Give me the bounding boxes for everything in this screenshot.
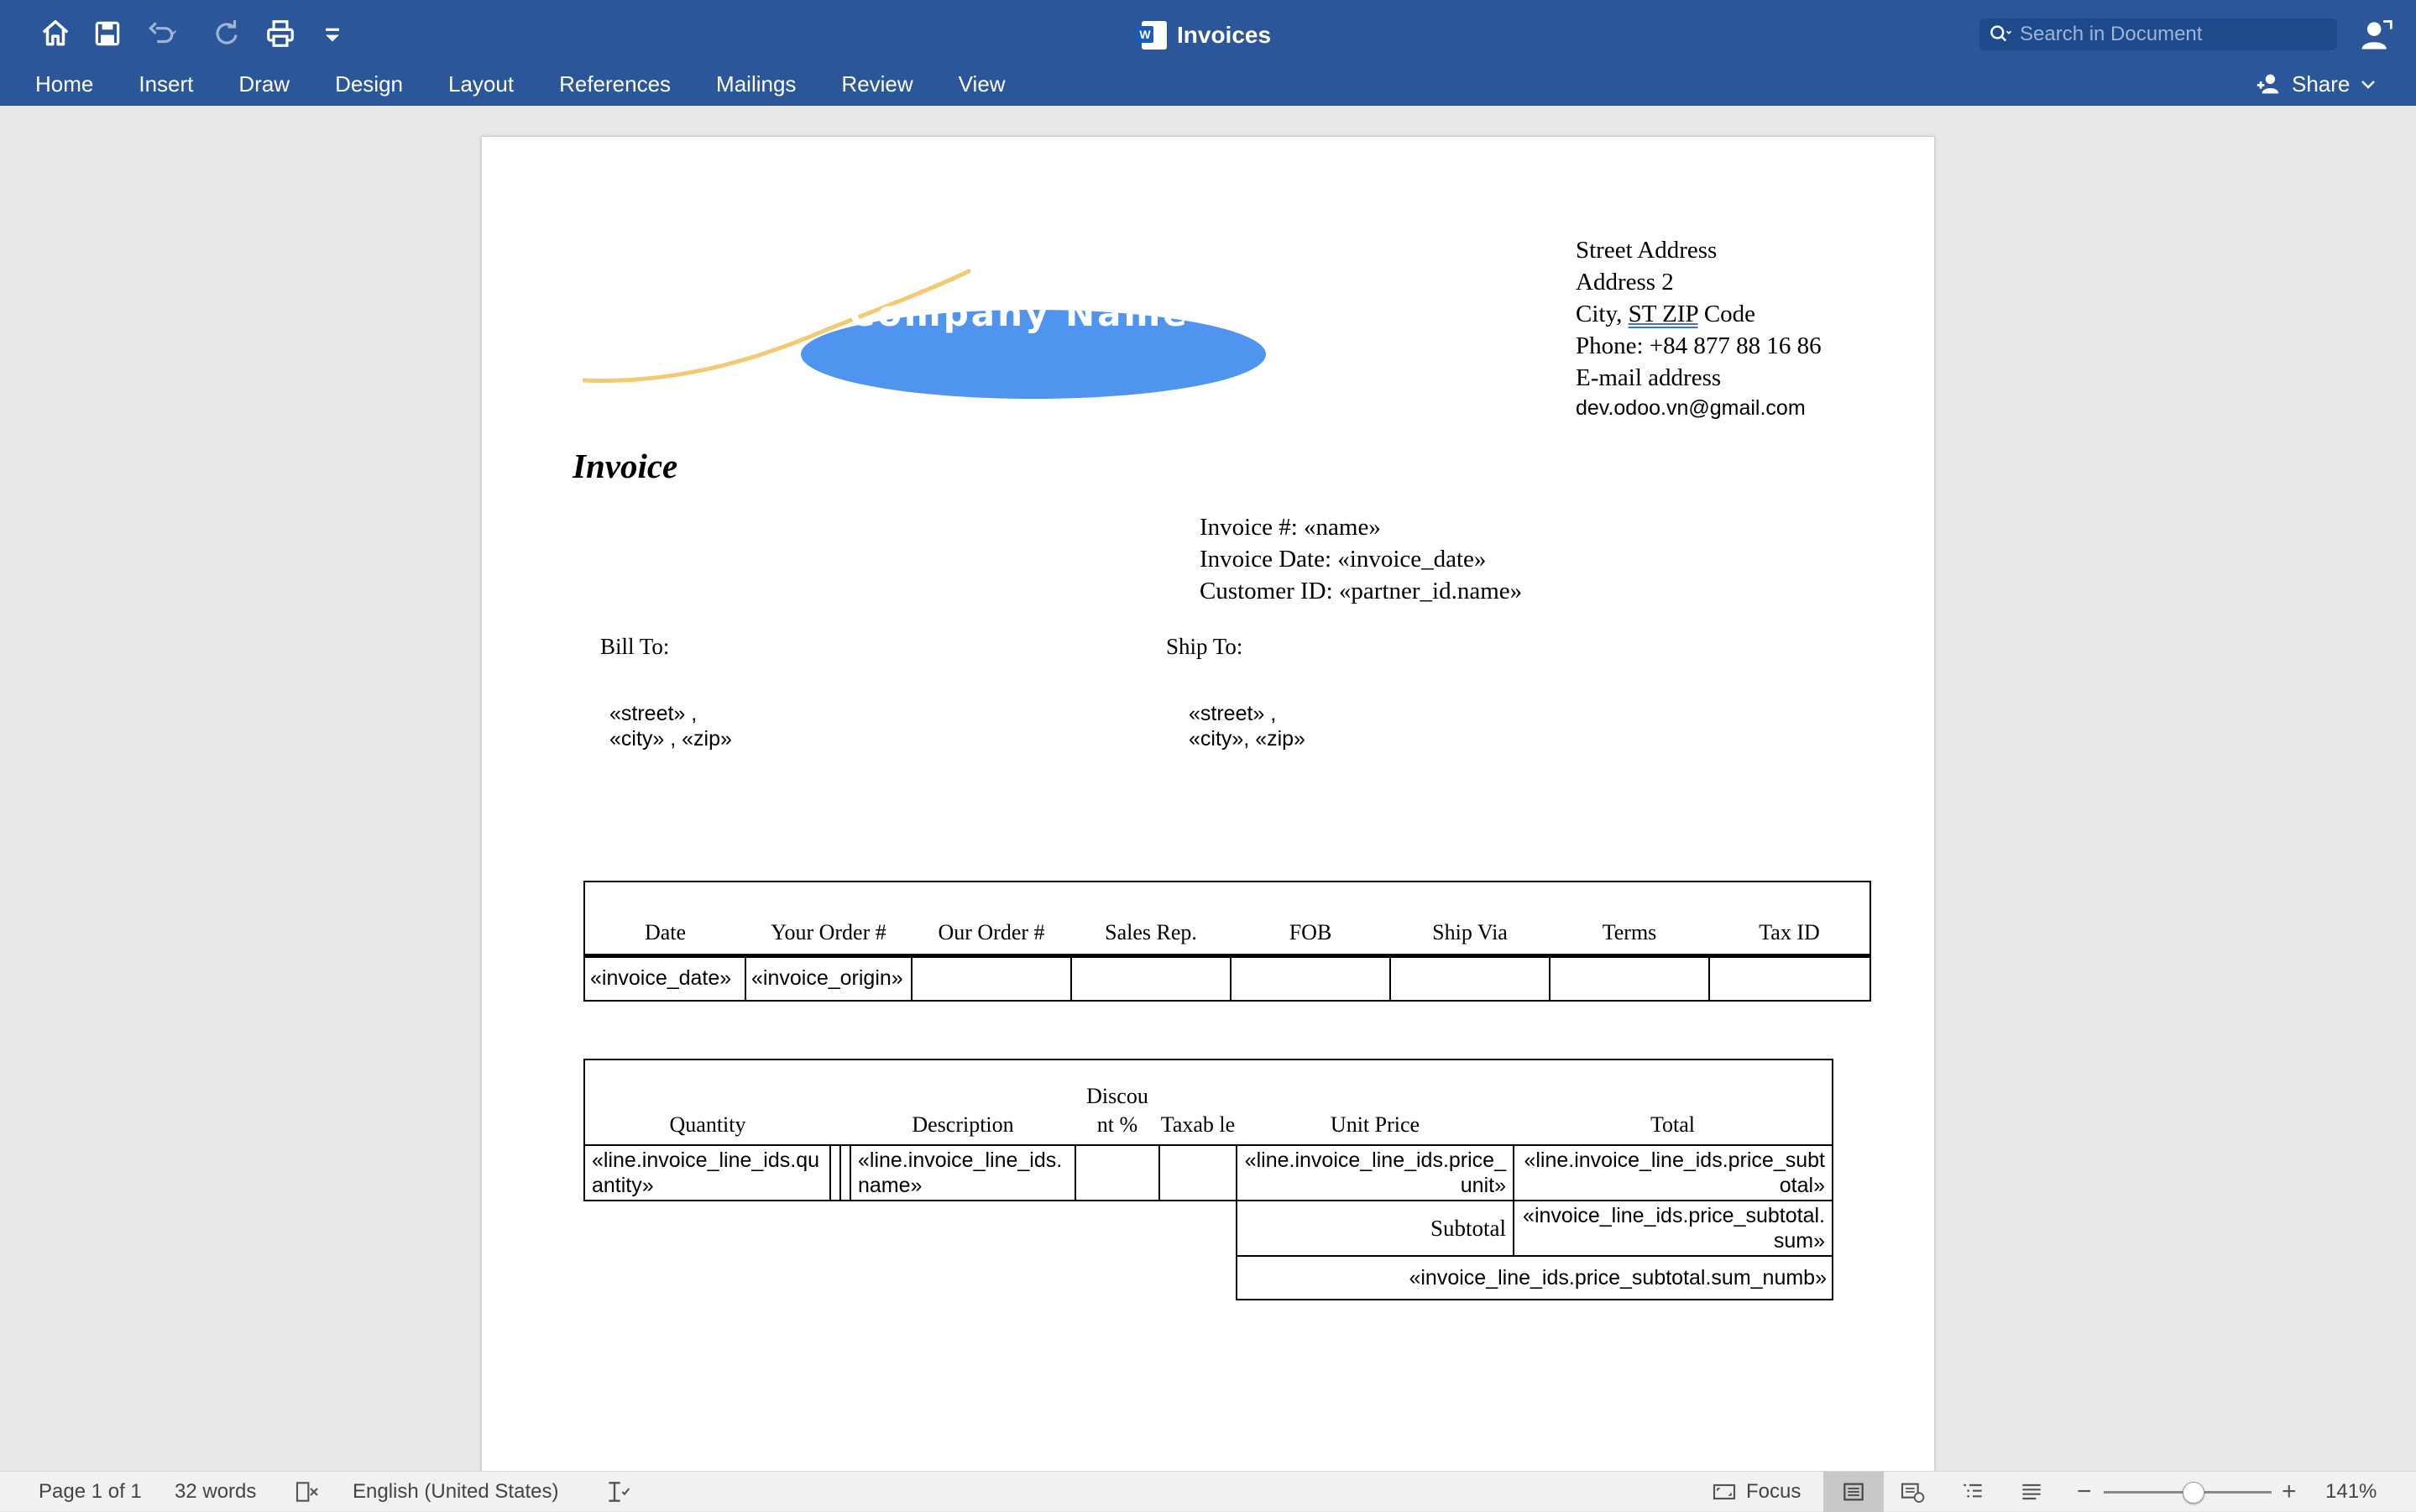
table-header-cell: Description [850, 1059, 1075, 1145]
tab-insert[interactable]: Insert [139, 71, 194, 97]
table-cell[interactable] [1071, 955, 1231, 1001]
document-title-text: Invoices [1177, 22, 1272, 48]
zoom-out-button[interactable]: − [2077, 1478, 2092, 1505]
focus-icon[interactable] [1711, 1478, 1738, 1505]
word-count[interactable]: 32 words [175, 1480, 257, 1503]
table-cell[interactable]: «line.invoice_line_ids.quantity» [584, 1145, 830, 1201]
bill-to-line-2: «city» , «zip» [609, 727, 732, 751]
tab-references[interactable]: References [559, 71, 672, 97]
accessibility-icon[interactable] [604, 1478, 631, 1505]
status-bar [0, 1471, 2416, 1511]
table-header-cell: Taxab le [1159, 1059, 1237, 1145]
ship-to-label: Ship To: [1166, 634, 1243, 659]
search-input[interactable] [2020, 23, 2322, 46]
ship-to-address [1189, 701, 1305, 751]
page-count[interactable]: Page 1 of 1 [39, 1480, 142, 1503]
table-header-spacer [830, 1059, 840, 1145]
document-page[interactable] [481, 136, 1935, 1479]
subtotal-value[interactable]: «invoice_line_ids.price_subtotal.sum» [1514, 1201, 1833, 1256]
table-header-cell: Ship Via [1390, 882, 1550, 955]
table-cell[interactable] [912, 955, 1071, 1001]
st-zip: ST ZIP [1628, 301, 1698, 327]
focus-label[interactable]: Focus [1746, 1480, 1802, 1503]
table-header-cell: FOB [1231, 882, 1390, 955]
share-label: Share [2292, 71, 2351, 97]
word-document-icon [1142, 21, 1167, 50]
table-cell[interactable] [840, 1145, 850, 1201]
table-header-spacer [840, 1059, 850, 1145]
ship-to-line-1: «street» , [1189, 702, 1277, 725]
address-line-2: Address 2 [1576, 269, 1674, 296]
blank-cell [584, 1201, 1237, 1256]
table-cell[interactable] [1231, 955, 1390, 1001]
tab-layout[interactable]: Layout [448, 71, 515, 97]
tab-mailings[interactable]: Mailings [716, 71, 797, 97]
invoice-meta [1200, 511, 1522, 607]
table-cell[interactable] [830, 1145, 840, 1201]
tab-home[interactable]: Home [35, 71, 94, 97]
chevron-down-icon[interactable] [2358, 74, 2378, 94]
zoom-slider-thumb[interactable] [2183, 1482, 2204, 1504]
title-bar [0, 0, 2416, 106]
city-suffix: Code [1697, 301, 1756, 327]
invoice-heading: Invoice [573, 447, 678, 485]
sum-number-row [584, 1256, 1833, 1300]
home-icon[interactable] [37, 15, 74, 52]
invoice-date: Invoice Date: «invoice_date» [1200, 546, 1487, 573]
language[interactable]: English (United States) [353, 1480, 559, 1503]
ribbon-tabs [0, 65, 1028, 102]
search-box[interactable] [1979, 18, 2337, 50]
table-cell[interactable]: «line.invoice_line_ids.name» [850, 1145, 1075, 1201]
redo-icon[interactable] [208, 15, 245, 52]
city-prefix: City, [1576, 301, 1629, 327]
subtotal-row [584, 1201, 1833, 1256]
table-cell[interactable] [1159, 1145, 1237, 1201]
table-header-cell: Our Order # [912, 882, 1071, 955]
search-icon [1988, 22, 2013, 47]
share-button[interactable] [2255, 65, 2378, 102]
customize-quick-access-icon[interactable] [314, 15, 351, 52]
phone: Phone: +84 877 88 16 86 [1576, 332, 1822, 359]
bill-to-line-1: «street» , [609, 702, 698, 725]
account-icon[interactable] [2357, 17, 2394, 54]
table-header-cell: Tax ID [1709, 882, 1870, 955]
line-items-header [584, 1059, 1833, 1145]
order-info-table [583, 881, 1871, 1002]
blank-cell [584, 1256, 1237, 1300]
customer-id: Customer ID: «partner_id.name» [1200, 578, 1523, 604]
subtotal-label[interactable]: Subtotal [1237, 1201, 1514, 1256]
bill-to-label: Bill To: [600, 634, 670, 659]
street-address: Street Address [1576, 237, 1718, 264]
line-items-table [583, 1059, 1833, 1300]
tab-view[interactable]: View [958, 71, 1006, 97]
table-cell[interactable] [1709, 955, 1870, 1001]
zoom-in-button[interactable]: + [2282, 1478, 2297, 1505]
table-header-cell: Quantity [584, 1059, 830, 1145]
table-cell[interactable]: «line.invoice_line_ids.price_unit» [1237, 1145, 1514, 1201]
bill-to-address [609, 701, 732, 751]
document-title [1142, 17, 1271, 54]
table-row [584, 955, 1870, 1001]
add-person-icon [2255, 70, 2283, 98]
proofing-icon[interactable] [294, 1478, 321, 1505]
tab-design[interactable]: Design [335, 71, 403, 97]
table-header-cell: Your Order # [745, 882, 912, 955]
outline-view-icon[interactable] [1959, 1478, 1986, 1505]
company-address [1576, 234, 1928, 422]
table-cell[interactable] [1075, 1145, 1159, 1201]
print-layout-view-button[interactable] [1823, 1472, 1884, 1512]
tab-review[interactable]: Review [841, 71, 913, 97]
save-icon[interactable] [89, 15, 126, 52]
zoom-level[interactable]: 141% [2325, 1480, 2377, 1503]
table-header-cell: Unit Price [1237, 1059, 1514, 1145]
city-line [1576, 298, 1928, 330]
table-cell[interactable] [1390, 955, 1550, 1001]
table-header-cell: Total [1514, 1059, 1833, 1145]
web-layout-icon[interactable] [1899, 1478, 1926, 1505]
table-row [584, 1145, 1833, 1201]
table-cell[interactable] [1550, 955, 1709, 1001]
undo-icon[interactable] [143, 15, 180, 52]
table-cell[interactable]: «invoice_date» [590, 966, 732, 991]
email-address: dev.odoo.vn@gmail.com [1576, 396, 1806, 420]
order-table-header [584, 882, 1870, 955]
invoice-number: Invoice #: «name» [1200, 514, 1381, 541]
draft-view-icon[interactable] [2018, 1478, 2045, 1505]
company-name: Company Name [849, 293, 1190, 334]
table-header-cell: Date [584, 882, 745, 955]
table-header-cell: Discou nt % [1075, 1059, 1159, 1145]
table-header-cell: Sales Rep. [1071, 882, 1231, 955]
email-label: E-mail address [1576, 364, 1722, 391]
table-header-cell: Terms [1550, 882, 1709, 955]
print-layout-icon [1840, 1478, 1867, 1505]
print-icon[interactable] [262, 15, 299, 52]
table-cell[interactable]: «invoice_origin» [745, 955, 912, 1001]
table-cell[interactable]: «line.invoice_line_ids.price_subtotal» [1514, 1145, 1833, 1201]
sum-number-value[interactable]: «invoice_line_ids.price_subtotal.sum_numb» [1237, 1256, 1833, 1300]
ship-to-line-2: «city», «zip» [1189, 727, 1305, 751]
tab-draw[interactable]: Draw [238, 71, 290, 97]
